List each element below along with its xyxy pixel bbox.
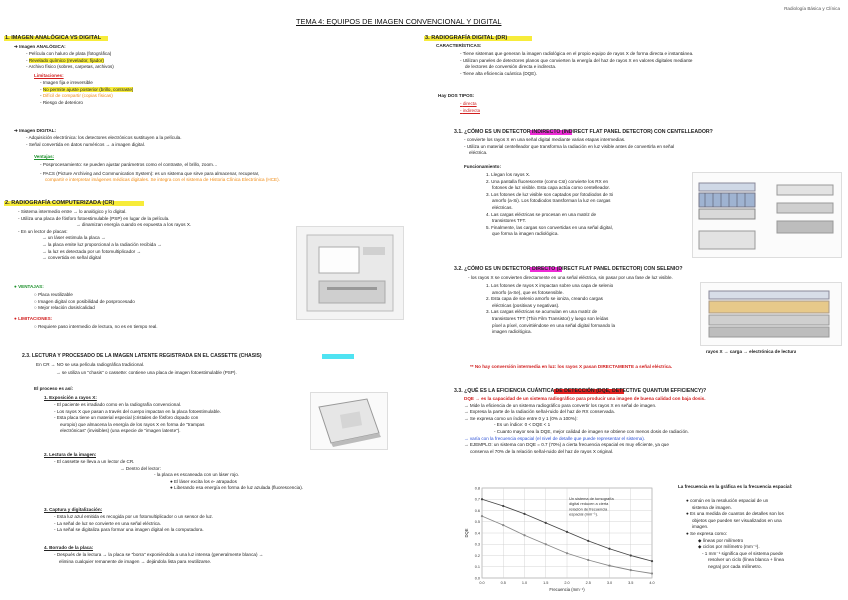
chart-annotation: digital reducen a cierta [569,501,609,507]
cr-limitations-title: ● LIMITACIONES: [14,316,53,321]
cr-reader-image [296,226,404,320]
freq-title [678,484,844,490]
list-item: transistores TFT (Thin Film Transistor) y luego son leídas [492,315,609,321]
digital-title-text: Imagen DIGITAL: [19,128,57,133]
dr-characteristics-list [460,51,844,77]
freq-title-text: La frecuencia en la gráfica es la frecuencia espacial: [678,484,793,489]
digital-list [26,135,182,148]
list-item: 2. Una pantalla fluorescente (como CsI) convierte los RX en [486,178,609,184]
direct-detector-diagram [700,282,842,346]
lim-item-2: Difícil de compartir (copias físicas) [42,93,113,99]
cassette-image [310,392,388,450]
list-item: - El cassette se lleva a un lector de CR. [54,459,135,464]
cr-lim-0: Requiere paso intermedio de lectura, no es en tiempo real. [38,324,158,329]
data-point [481,498,483,500]
step-1-list [54,402,304,435]
x-tick-label: 1.0 [521,581,528,585]
list-item: fotones de luz visible. Esta capa actúa como centelleador. [492,185,610,191]
dr-char-0: Tiene sistemas que generan la imagen radiológica en el propio equipo de rayos X de forma directa e instantánea. [462,51,694,56]
data-point [651,572,653,574]
x-tick-label: 2.0 [564,581,570,585]
chart-annotation: espacial (mm⁻¹). [569,511,598,517]
x-tick-label: 3.0 [606,581,613,585]
section-3-heading: 3. RADIOGRAFÍA DIGITAL (DR) [425,35,508,41]
list-item: 2. Esta capa de selenio amorfo se ioniza, creando cargas [486,296,603,302]
list-item: píxel a píxel, convirtiéndose en una señal digital formando la [492,322,616,328]
course-label: Radiología Básica y Clínica [784,6,840,11]
digital-item-1: Señal convertida en datos numéricos → a imagen digital. [28,141,145,147]
list-item [464,436,844,443]
data-point [502,524,504,526]
list-item: 1. Los fotones de rayos X impactan sobre una capa de selenio [486,283,614,288]
y-tick-label: 0.5 [474,520,480,525]
list-item: → EJEMPLO: un sistema con DQE = 0.7 (70%) a cierta frecuencia espacial es muy eficiente, ya que [464,442,669,448]
step1-item-2: Esta placa tiene un material especial (cristales de fósforo dopado con [56,415,199,421]
list-item: compartir e interpretar imágenes médicas digitales. Se integra con el sistema de Historia Clínica Electrónica (HCE). [45,177,280,183]
dqe-chart [462,482,662,594]
s31-list [464,137,844,157]
adv-item-1: PACS (Picture Archiving and Communication System): es un sistema que sirve para almacenar, recuperar, [42,170,260,176]
list-item: 4. Las cargas eléctricas se procesan en una matriz de [486,211,597,217]
data-point [587,559,589,561]
cr-lim-title-text: LIMITACIONES: [18,316,53,321]
list-item: - Utiliza un material centelleador que transforma la radiación en luz visible antes de convertirla en señal [464,143,675,149]
analog-item-1: Revelado químico (revelador, fijador) [28,57,104,63]
s23-intro-1: En CR → NO se usa película radiográfica tradicional. [36,362,145,367]
list-item: sistema de imagen. [692,504,732,510]
y-tick-label: 0.7 [474,497,480,502]
cr-item-0: Sistema intermedio entre → lo analógico y lo digital. [20,209,127,214]
list-item: - Señal convertida en datos numéricos → a imagen digital. [26,141,145,147]
list-item: imagen. [692,524,709,530]
list-item: - La señal de luz se convierte en una señal eléctrica. [54,520,162,526]
list-item: europio) que almacena la energía de los rayos X en forma de "trampas [60,421,205,427]
y-tick-label: 0.8 [474,486,480,491]
s31-func-title: Funcionamiento: [464,164,502,169]
adv-item-0: Posprocesamiento: se pueden ajustar parámetros como el contraste, el brillo, zoom… [42,162,218,167]
chart-annotation: Un sistema de tomografía [569,496,614,501]
data-point [566,552,568,554]
list-item: - En un lector de placas: [18,228,68,234]
list-item: - Después de la lectura → la placa se "borra" exponiéndola a una luz intensa (generalmente blanca) → [54,552,264,557]
list-item: - Cuanto mayor sea la DQE, mejor calidad de imagen se obtiene con menos dosis de radiación. [494,428,689,434]
s31-item-0: convierte los rayos X en una señal digital mediante varias etapas intermedias. [466,137,626,142]
list-item: - directa [460,101,477,106]
analog-list [26,51,114,71]
freq-list [686,498,846,571]
list-item: transistores TFT. [492,218,527,224]
step-2-list [54,459,354,492]
list-item: - Imagen fija e irreversible [40,80,93,85]
list-item: - Esta luz azul emitida es recogida por un fotomultiplicador o un sensor de luz. [54,514,214,519]
list-item: de lectores de conversión directa e indirecta. [465,64,557,70]
s32-note: ** No hay conversión intermedia en luz: los rayos X pasan DIRECTAMENTE a señal eléctrica. [470,364,673,369]
y-tick-label: 0.6 [474,508,480,513]
list-item: ● Se expresa como: [686,530,728,536]
step3-item-2: La señal se digitaliza para formar una imagen digital en la computadora. [56,527,204,533]
data-point [587,540,589,542]
x-tick-label: 1.5 [543,581,549,585]
x-axis-label: Frecuencia (mm⁻¹) [549,587,585,592]
y-tick-label: 0.0 [474,576,480,581]
list-item: → convertida en señal digital [42,255,101,261]
dr-type-directa: directa [462,101,477,106]
cr-adv-title-text: VENTAJAS: [18,284,44,289]
list-item: 5. Finalmente, las cargas son convertidas en una señal digital, [486,224,613,230]
list-item: ○ Placa reutilizable [34,292,73,297]
list-item: → Expresa la parte de la radiación señal-ruido del haz de RX conservada. [464,409,615,415]
list-item: → un láser estimula la placa → [42,235,106,241]
step-4-title: 4. Borrado de la placa: [44,545,94,550]
list-item: → dinamizan energía cuando es expuesta a los rayos X. [76,222,192,228]
list-item: - Utiliza una placa de fósforo fotoestimulable (PSP) en lugar de la película. [18,215,170,221]
cr-adv-0: Placa reutilizable [38,292,73,297]
analog-item-0: Película con haluro de plata (fotográfica) [28,51,112,56]
y-tick-label: 0.4 [474,531,480,536]
list-item: → Se expresa como un índice entre 0 y 1 (0% a 100%): [464,415,578,421]
step3-item-1: La señal de luz se convierte en una señal eléctrica. [56,520,162,526]
list-item: - Los rayos X que pasan a través del cuerpo impactan en la placa fotoestimulable. [54,408,222,414]
cr-item-3: En un lector de placas: [20,228,68,234]
list-item: resolver un ciclo (línea blanca + línea [708,557,784,563]
section-2-heading: 2. RADIOGRAFÍA COMPUTERIZADA (CR) [5,200,115,206]
cr-advantages-list [34,292,135,312]
list-item: amorfo (a-Si). Los fotodiodos transforman la luz en cargas [492,198,611,204]
list-item: electrónicas" (invisibles) (una especie de "imagen latente"). [60,428,181,434]
x-tick-label: 3.5 [628,581,634,585]
step-3-title: 3. Captura y digitalización: [44,507,103,512]
direct-caption: rayos X → carga → electrónica de lectura [706,349,797,354]
data-point [523,534,525,536]
list-item: → Mide la eficiencia de un sistema radiográfico para convertir los rayos X en señal de imagen. [464,402,657,408]
digital-title: ➔ Imagen DIGITAL: [14,128,57,133]
list-item: - No permite ajuste posterior (brillo, contraste) [40,86,134,92]
list-item: - El paciente es irradiado como en la radiografía convencional. [54,402,182,407]
list-item: 1. Llegan los rayos X. [486,172,531,177]
list-item: - Esta placa tiene un material especial (cristales de fósforo dopado con [54,415,199,421]
list-item: - La señal se digitaliza para formar una imagen digital en la computadora. [54,527,204,533]
list-item: DQE → es la capacidad de un sistema radiográfico para producir una imagen de buena calidad con baja dosis. [464,396,706,401]
list-item: ○ Imagen digital con posibilidad de posprocesado [34,298,135,304]
list-item: ○ Requiere paso intermedio de lectura, no es en tiempo real. [34,324,158,329]
list-item: → la placa emite luz proporcional a la radiación recibida → [42,241,162,247]
section-33-heading: 3.3. ¿QUÉ ES LA EFICIENCIA CUÁNTICA DE DETECCIÓN (DQE, DETECTIVE QUANTUM EFFICIENCY)? [454,388,707,394]
list-item: - Tiene sistemas que generan la imagen radiológica en el propio equipo de rayos X de forma directa e instantánea. [460,51,694,56]
dr-char-3: Tiene alta eficiencia cuántica (DQE). [462,70,538,76]
list-item: - Película con haluro de plata (fotográfica) [26,51,112,56]
s32-intro: - los rayos X se convierten directamente en una señal eléctrica, sin pasar por una fase de luz visible. [468,275,673,280]
s23-intro-2: → se utiliza un "chasis" o cassette: contiene una placa de imagen fotoestimulable (PSP). [56,370,237,375]
list-item: 3. Las cargas eléctricas se acumulan en una matriz de [486,309,598,315]
lim-item-1: No permite ajuste posterior (brillo, contraste) [42,86,134,92]
section-23-heading: 2.3. LECTURA Y PROCESADO DE LA IMAGEN LATENTE REGISTRADA EN EL CASSETTE (CHASIS) [22,353,262,359]
cr-list [18,209,318,262]
list-item: - indirecta [460,107,481,113]
dr-type-indirecta: indirecta [462,107,481,113]
analog-item-2: Archivo físico (sobres, carpetas, archivos) [28,64,114,70]
dqe-chart-svg [462,482,662,594]
list-item: ● Liberando esa energía en forma de luz azulada (fluorescencia). [170,485,304,491]
s33-list [464,396,844,455]
indirect-detector-diagram [692,172,842,258]
list-item: negra) por cada milímetro. [708,563,762,569]
data-point [608,548,610,550]
digital-advantages-title: Ventajas: [34,154,55,159]
s32-steps [486,283,690,336]
analog-limitations-title: Limitaciones: [34,73,64,78]
list-item: - Revelado químico (revelador, fijador) [26,57,104,63]
y-tick-label: 0.2 [474,553,480,558]
list-item: - Riesgo de deterioro [40,99,83,105]
list-item: - Posprocesamiento: se pueden ajustar parámetros como el contraste, el brillo, zoom… [40,162,218,167]
step-3-list [54,514,213,534]
y-tick-label: 0.3 [474,542,480,547]
data-point [608,565,610,567]
section-31-heading: 3.1. ¿CÓMO ES UN DETECTOR INDIRECTO (INDIRECT FLAT PANEL DETECTOR) CON CENTELLEADOR? [454,129,713,135]
step4-item-0: Después de la lectura → la placa se "borra" exponiéndola a una luz intensa (generalmente blanca) → [56,552,264,557]
list-item: - 1 mm⁻¹ significa que el sistema puede [702,550,784,556]
cr-item-1: Utiliza una placa de fósforo fotoestimulable (PSP) en lugar de la película. [20,215,170,221]
x-tick-label: 2.5 [585,581,591,585]
list-item: - Utilizan paneles de detectores planos que convierten la energía del haz de rayos X en valores digitales mediante [460,57,693,63]
data-point [481,515,483,517]
y-tick-label: 0.1 [474,565,480,570]
list-item: eléctricas (positivas y negativas). [492,302,560,308]
data-point [630,569,632,571]
right-column [424,0,848,600]
cr-adv-2: Mejor relación dosis/calidad [38,305,95,311]
page-title: TEMA 4: EQUIPOS DE IMAGEN CONVENCIONAL Y DIGITAL [296,17,502,26]
lim-item-0: Imagen fija e irreversible [42,80,93,85]
list-item: 3. Los fotones de luz visible son captados por fotodiodos de Si [486,191,614,197]
dr-characteristics-title: CARACTERÍSTICAS: [436,43,482,48]
step-1-title: 1. Exposición a rayos X: [44,395,97,400]
list-item: - Tiene alta eficiencia cuántica (DQE). [460,70,538,76]
list-item: conserva el 70% de la relación señal-ruido del haz de rayos X original. [470,448,614,454]
s23-steps-title: El proceso es así: [34,386,74,391]
list-item: ◆ líneas por milímetro [698,537,744,543]
list-item: - convierte los rayos X en una señal digital mediante varias etapas intermedias. [464,137,626,142]
list-item: amorfo (a-Se), que es fotosensible. [492,289,564,295]
data-point [545,522,547,524]
dr-char-1: Utilizan paneles de detectores planos que convierten la energía del haz de rayos X en valores digitales mediante [462,57,693,63]
list-item: imagen radiológica. [492,329,532,335]
s31-item-1: Utiliza un material centelleador que transforma la radiación en luz visible antes de convertirla en señal [466,143,675,149]
digital-item-0: Adquisición electrónica: los detectores electrónicos sustituyen a la película. [28,135,182,140]
dr-types-title: Hay DOS TIPOS: [438,93,475,98]
step3-item-0: Esta luz azul emitida es recogida por un fotomultiplicador o un sensor de luz. [56,514,214,519]
section-32-heading: 3.2. ¿CÓMO ES UN DETECTOR DIRECTO (DIRECT FLAT PANEL DETECTOR) CON SELENIO? [454,266,683,272]
step-4-list [54,552,263,565]
s33-item-6: → varía con la frecuencia espacial (el nivel de detalle que puede representar el sistema). [464,435,646,441]
list-item: - Adquisición electrónica: los detectores electrónicos sustituyen a la película. [26,135,182,140]
analog-title: ➔ Imagen ANALÓGICA: [14,44,66,49]
list-item: ◆ ciclos por milímetro (mm⁻¹). [698,544,760,550]
data-point [630,554,632,556]
list-item: ○ Mejor relación dosis/calidad [34,305,95,311]
cr-limitations-list [34,324,158,331]
cr-advantages-title: ● VENTAJAS: [14,284,44,289]
list-item: ● Es una medida de cuantos de detalles son los [686,511,784,517]
cr-adv-1: Imagen digital con posibilidad de posprocesado [38,298,135,304]
list-item: - Archivo físico (sobres, carpetas, archivos) [26,64,114,70]
x-tick-label: 4.0 [649,581,655,585]
x-tick-label: 0.0 [479,581,485,585]
list-item: objetos que pueden ser visualizados en una [692,517,782,523]
y-axis-label: DQE [464,528,469,538]
step1-item-0: El paciente es irradiado como en la radiografía convencional. [56,402,182,407]
list-item: - Es un índice: 0 < DQE < 1 [494,422,551,428]
data-point [523,513,525,515]
list-item: ● común en la resolución espacial de un [686,498,769,503]
list-item: → Dentro del lector: [120,465,161,471]
list-item: eléctrica. [469,150,488,156]
list-item: - Difícil de compartir (copias físicas) [40,93,113,99]
list-item: - la placa es escaneada con un láser rojo. [154,472,240,478]
data-point [545,543,547,545]
data-point [566,531,568,533]
data-point [502,505,504,507]
list-item: que forma la imagen radiológica. [492,231,559,237]
analog-limitations-list [40,80,133,106]
x-tick-label: 0.5 [500,581,506,585]
list-item: → la luz es detectada por un fotomultiplicador → [42,248,142,254]
list-item: eléctricas. [492,204,513,210]
section-1-heading: 1. IMAGEN ANALÓGICA VS DIGITAL [5,35,102,41]
step2-item-0: El cassette se lleva a un lector de CR. [56,459,135,464]
data-point [651,560,653,562]
dr-types-list [460,101,480,114]
list-item: ● El láser excita los e- atrapados [170,478,237,484]
step-2-title: 2. Lectura de la imagen: [44,452,97,457]
analog-title-text: Imagen ANALÓGICA: [19,44,66,49]
chart-annotation: relación de frecuencia [569,506,608,512]
list-item: elimina cualquier remanente de imagen → dejándola lista para reutilizarse. [59,558,212,564]
step1-item-1: Los rayos X que pasan a través del cuerpo impactan en la placa fotoestimulable. [56,408,222,414]
lim-item-3: Riesgo de deterioro [42,99,83,105]
digital-advantages-list [40,162,280,184]
list-item: - PACS (Picture Archiving and Communication System): es un sistema que sirve para almacenar, recuperar, [40,170,260,176]
s31-steps [486,172,686,238]
list-item: - Sistema intermedio entre → lo analógico y lo digital. [18,209,127,214]
